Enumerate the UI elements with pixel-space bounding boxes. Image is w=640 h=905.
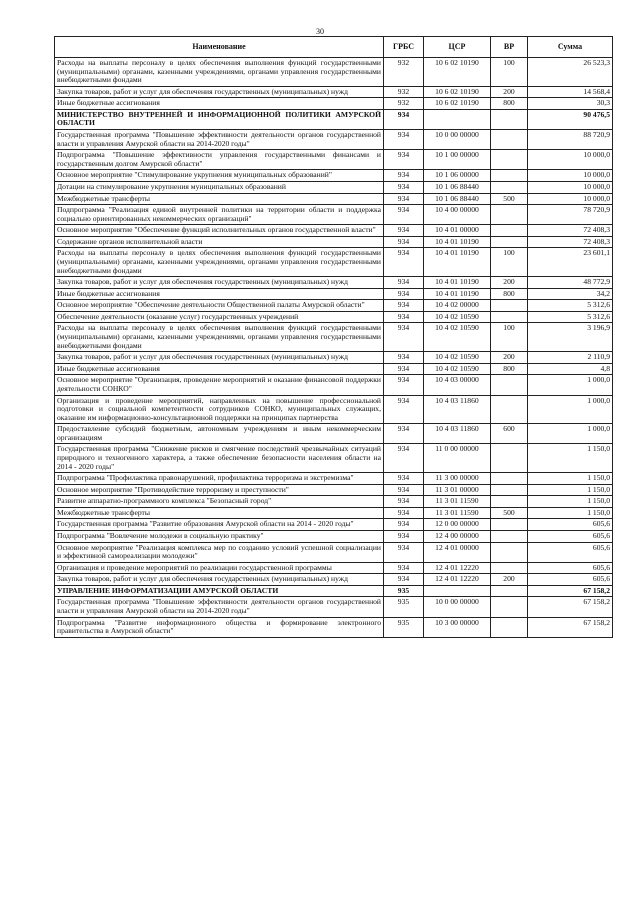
table-row (55, 444, 613, 473)
sum-cell: 605,6 (528, 519, 613, 531)
table-row (55, 507, 613, 519)
name-cell: Расходы на выплаты персоналу в целях обеспечения выполнения функций государственными (муниципальными) органами, казенными учреждениями, органами управления государственными внебюджетными фондами (55, 323, 384, 352)
name-cell: Основное мероприятие "Реализация комплекса мер по созданию условий успешной социализации и эффективной самореализации молодежи" (55, 542, 384, 562)
grbs-cell: 934 (384, 574, 424, 586)
table-row (55, 574, 613, 586)
sum-cell: 1 150,0 (528, 444, 613, 473)
csr-cell: 10 4 02 10590 (424, 363, 491, 375)
csr-cell: 10 4 01 10190 (424, 236, 491, 248)
name-cell: Государственная программа "Повышение эффективности деятельности органов государственной власти и управления Амурской области на 2014-2020 годы" (55, 597, 384, 617)
sum-cell: 605,6 (528, 562, 613, 574)
vr-cell: 500 (491, 193, 528, 205)
sum-cell: 1 000,0 (528, 424, 613, 444)
name-cell: Межбюджетные трансферты (55, 507, 384, 519)
vr-cell (491, 311, 528, 323)
sum-cell: 605,6 (528, 574, 613, 586)
vr-cell: 100 (491, 58, 528, 87)
table-row (55, 225, 613, 237)
table-row (55, 86, 613, 98)
csr-cell: 12 4 01 00000 (424, 542, 491, 562)
grbs-cell: 934 (384, 150, 424, 170)
grbs-cell: 932 (384, 58, 424, 87)
header-grbs: ГРБС (384, 37, 424, 58)
name-cell: Обеспечение деятельности (оказание услуг) государственных учреждений (55, 311, 384, 323)
budget-table (54, 36, 613, 638)
table-row (55, 531, 613, 543)
vr-cell (491, 375, 528, 395)
vr-cell (491, 170, 528, 182)
page-number: 30 (316, 27, 324, 36)
csr-cell: 12 4 00 00000 (424, 531, 491, 543)
grbs-cell: 934 (384, 225, 424, 237)
sum-cell: 605,6 (528, 542, 613, 562)
name-cell: Государственная программа "Снижение рисков и смягчение последствий чрезвычайных ситуаций природного и техногенного характера, а также обеспечение безопасности населения области на 2014 - 2020 годы" (55, 444, 384, 473)
csr-cell: 12 4 01 12220 (424, 562, 491, 574)
name-cell: Иные бюджетные ассигнования (55, 98, 384, 110)
csr-cell: 10 1 06 88440 (424, 181, 491, 193)
grbs-cell: 934 (384, 375, 424, 395)
grbs-cell: 934 (384, 205, 424, 225)
vr-cell (491, 585, 528, 597)
grbs-cell: 934 (384, 236, 424, 248)
csr-cell: 11 3 00 00000 (424, 473, 491, 485)
name-cell: Закупка товаров, работ и услуг для обеспечения государственных (муниципальных) нужд (55, 352, 384, 364)
name-cell: Организация и проведение мероприятий по реализации государственной программы (55, 562, 384, 574)
name-cell: Подпрограмма "Повышение эффективности управления государственными финансами и государственным долгом Амурской области" (55, 150, 384, 170)
csr-cell: 10 4 01 10190 (424, 248, 491, 277)
name-cell: Дотации на стимулирование укрупнения муниципальных образований (55, 181, 384, 193)
table-row (55, 473, 613, 485)
name-cell: Развитие аппаратно-программного комплекса "Безопасный город" (55, 496, 384, 508)
grbs-cell: 934 (384, 181, 424, 193)
grbs-cell: 934 (384, 311, 424, 323)
name-cell: Содержание органов исполнительной власти (55, 236, 384, 248)
name-cell: Основное мероприятие "Организация, проведение мероприятий и оказание финансовой поддержки деятельности СОНКО" (55, 375, 384, 395)
csr-cell: 10 4 00 00000 (424, 205, 491, 225)
vr-cell (491, 150, 528, 170)
sum-cell: 23 601,1 (528, 248, 613, 277)
csr-cell: 10 6 02 10190 (424, 98, 491, 110)
table-row (55, 424, 613, 444)
vr-cell: 800 (491, 98, 528, 110)
table-row (55, 363, 613, 375)
sum-cell: 1 150,0 (528, 473, 613, 485)
vr-cell (491, 617, 528, 637)
grbs-cell: 935 (384, 617, 424, 637)
csr-cell: 10 4 02 10590 (424, 311, 491, 323)
grbs-cell: 934 (384, 519, 424, 531)
name-cell: Иные бюджетные ассигнования (55, 288, 384, 300)
vr-cell: 800 (491, 288, 528, 300)
sum-cell: 72 408,3 (528, 225, 613, 237)
vr-cell (491, 395, 528, 424)
sum-cell: 10 000,0 (528, 170, 613, 182)
table-row (55, 288, 613, 300)
name-cell: Иные бюджетные ассигнования (55, 363, 384, 375)
csr-cell: 11 0 00 00000 (424, 444, 491, 473)
grbs-cell: 934 (384, 542, 424, 562)
name-cell: Основное мероприятие "Стимулирование укрупнения муниципальных образований" (55, 170, 384, 182)
name-cell: Расходы на выплаты персоналу в целях обеспечения выполнения функций государственными (муниципальными) органами, казенными учреждениями, органами управления государственными внебюджетными фондами (55, 58, 384, 87)
grbs-cell: 934 (384, 288, 424, 300)
vr-cell (491, 205, 528, 225)
table-row (55, 130, 613, 150)
vr-cell: 800 (491, 363, 528, 375)
name-cell: Закупка товаров, работ и услуг для обеспечения государственных (муниципальных) нужд (55, 86, 384, 98)
grbs-cell: 935 (384, 585, 424, 597)
sum-cell: 5 312,6 (528, 311, 613, 323)
csr-cell: 10 6 02 10190 (424, 86, 491, 98)
grbs-cell: 934 (384, 363, 424, 375)
grbs-cell: 934 (384, 130, 424, 150)
sum-cell: 1 000,0 (528, 375, 613, 395)
grbs-cell: 934 (384, 496, 424, 508)
vr-cell (491, 300, 528, 312)
sum-cell: 1 150,0 (528, 484, 613, 496)
name-cell: Подпрограмма "Реализация единой внутренней политики на территории области и поддержка социально ориентированных некоммерческих организаций" (55, 205, 384, 225)
sum-cell: 90 476,5 (528, 109, 613, 129)
table-row (55, 585, 613, 597)
grbs-cell: 934 (384, 444, 424, 473)
csr-cell: 10 4 03 11860 (424, 395, 491, 424)
header-sum: Сумма (528, 37, 613, 58)
name-cell: УПРАВЛЕНИЕ ИНФОРМАТИЗАЦИИ АМУРСКОЙ ОБЛАСТИ (55, 585, 384, 597)
grbs-cell: 934 (384, 395, 424, 424)
name-cell: Основное мероприятие "Обеспечение деятельности Общественной палаты Амурской области" (55, 300, 384, 312)
grbs-cell: 932 (384, 98, 424, 110)
sum-cell: 78 720,9 (528, 205, 613, 225)
header-vr: ВР (491, 37, 528, 58)
grbs-cell: 934 (384, 248, 424, 277)
sum-cell: 10 000,0 (528, 193, 613, 205)
csr-cell: 10 0 00 00000 (424, 597, 491, 617)
csr-cell: 10 4 01 00000 (424, 225, 491, 237)
name-cell: Основное мероприятие "Противодействие терроризму и преступности" (55, 484, 384, 496)
table-body (55, 58, 613, 638)
csr-cell: 10 6 02 10190 (424, 58, 491, 87)
name-cell: Расходы на выплаты персоналу в целях обеспечения выполнения функций государственными (муниципальными) органами, казенными учреждениями, органами управления государственными внебюджетными фондами (55, 248, 384, 277)
csr-cell: 10 1 06 88440 (424, 193, 491, 205)
table-row (55, 277, 613, 289)
table-row (55, 496, 613, 508)
csr-cell: 12 0 00 00000 (424, 519, 491, 531)
vr-cell (491, 473, 528, 485)
table-row (55, 181, 613, 193)
name-cell: Основное мероприятие "Обеспечение функций исполнительных органов государственной власти" (55, 225, 384, 237)
table-row (55, 236, 613, 248)
table-row (55, 395, 613, 424)
sum-cell: 72 408,3 (528, 236, 613, 248)
csr-cell: 10 4 02 10590 (424, 323, 491, 352)
grbs-cell: 934 (384, 562, 424, 574)
table-row (55, 205, 613, 225)
table-row (55, 562, 613, 574)
vr-cell: 200 (491, 352, 528, 364)
sum-cell: 5 312,6 (528, 300, 613, 312)
grbs-cell: 934 (384, 352, 424, 364)
sum-cell: 1 150,0 (528, 496, 613, 508)
table-row (55, 352, 613, 364)
name-cell: Государственная программа "Повышение эффективности деятельности органов государственной власти и управления Амурской области на 2014-2020 годы" (55, 130, 384, 150)
vr-cell (491, 130, 528, 150)
csr-cell: 11 3 01 11590 (424, 507, 491, 519)
sum-cell: 10 000,0 (528, 150, 613, 170)
csr-cell: 10 0 00 00000 (424, 130, 491, 150)
vr-cell (491, 444, 528, 473)
csr-cell: 11 3 01 00000 (424, 484, 491, 496)
sum-cell: 1 150,0 (528, 507, 613, 519)
vr-cell: 100 (491, 248, 528, 277)
table-row (55, 519, 613, 531)
table-row (55, 323, 613, 352)
csr-cell: 10 4 02 00000 (424, 300, 491, 312)
vr-cell: 200 (491, 277, 528, 289)
vr-cell (491, 484, 528, 496)
name-cell: Межбюджетные трансферты (55, 193, 384, 205)
header-csr: ЦСР (424, 37, 491, 58)
vr-cell (491, 236, 528, 248)
sum-cell: 14 568,4 (528, 86, 613, 98)
vr-cell (491, 531, 528, 543)
table-row (55, 109, 613, 129)
name-cell: Подпрограмма "Вовлечение молодежи в социальную практику" (55, 531, 384, 543)
csr-cell: 10 4 03 00000 (424, 375, 491, 395)
name-cell: Организация и проведение мероприятий, направленных на повышение профессиональной подготовки и социальной компетентности сотрудников СОНКО, муниципальных служащих, оказание им информационно-консультационной поддержки на принципах партнерства (55, 395, 384, 424)
vr-cell (491, 542, 528, 562)
grbs-cell: 934 (384, 277, 424, 289)
sum-cell: 4,8 (528, 363, 613, 375)
csr-cell: 10 4 03 11860 (424, 424, 491, 444)
vr-cell: 500 (491, 507, 528, 519)
grbs-cell: 934 (384, 323, 424, 352)
vr-cell: 100 (491, 323, 528, 352)
table-row (55, 542, 613, 562)
csr-cell: 12 4 01 12220 (424, 574, 491, 586)
vr-cell (491, 597, 528, 617)
table-row (55, 617, 613, 637)
table-header-row (55, 37, 613, 58)
csr-cell (424, 585, 491, 597)
vr-cell: 600 (491, 424, 528, 444)
grbs-cell: 934 (384, 424, 424, 444)
sum-cell: 67 158,2 (528, 585, 613, 597)
grbs-cell: 934 (384, 170, 424, 182)
table-row (55, 300, 613, 312)
grbs-cell: 934 (384, 109, 424, 129)
table-row (55, 311, 613, 323)
table-row (55, 170, 613, 182)
table-row (55, 193, 613, 205)
table-row (55, 597, 613, 617)
vr-cell (491, 519, 528, 531)
sum-cell: 88 720,9 (528, 130, 613, 150)
grbs-cell: 934 (384, 473, 424, 485)
csr-cell (424, 109, 491, 129)
name-cell: Государственная программа "Развитие образования Амурской области на 2014 - 2020 годы" (55, 519, 384, 531)
sum-cell: 34,2 (528, 288, 613, 300)
table-row (55, 375, 613, 395)
csr-cell: 10 4 01 10190 (424, 288, 491, 300)
sum-cell: 1 000,0 (528, 395, 613, 424)
vr-cell (491, 562, 528, 574)
sum-cell: 67 158,2 (528, 597, 613, 617)
csr-cell: 10 3 00 00000 (424, 617, 491, 637)
table-row (55, 98, 613, 110)
csr-cell: 11 3 01 11590 (424, 496, 491, 508)
grbs-cell: 934 (384, 484, 424, 496)
name-cell: Подпрограмма "Развитие информационного общества и формирование электронного правительства в Амурской области" (55, 617, 384, 637)
grbs-cell: 934 (384, 300, 424, 312)
grbs-cell: 932 (384, 86, 424, 98)
grbs-cell: 934 (384, 531, 424, 543)
sum-cell: 605,6 (528, 531, 613, 543)
vr-cell: 200 (491, 574, 528, 586)
grbs-cell: 935 (384, 597, 424, 617)
vr-cell (491, 109, 528, 129)
vr-cell (491, 225, 528, 237)
vr-cell: 200 (491, 86, 528, 98)
csr-cell: 10 4 02 10590 (424, 352, 491, 364)
sum-cell: 10 000,0 (528, 181, 613, 193)
table-row (55, 248, 613, 277)
sum-cell: 26 523,3 (528, 58, 613, 87)
table-row (55, 484, 613, 496)
sum-cell: 3 196,9 (528, 323, 613, 352)
table-row (55, 58, 613, 87)
vr-cell (491, 496, 528, 508)
name-cell: Подпрограмма "Профилактика правонарушений, профилактика терроризма и экстремизма" (55, 473, 384, 485)
name-cell: Закупка товаров, работ и услуг для обеспечения государственных (муниципальных) нужд (55, 574, 384, 586)
vr-cell (491, 181, 528, 193)
sum-cell: 2 110,9 (528, 352, 613, 364)
header-name: Наименование (55, 37, 384, 58)
sum-cell: 48 772,9 (528, 277, 613, 289)
csr-cell: 10 1 00 00000 (424, 150, 491, 170)
table-row (55, 150, 613, 170)
name-cell: Предоставление субсидий бюджетным, автономным учреждениям и иным некоммерческим организациям (55, 424, 384, 444)
name-cell: Закупка товаров, работ и услуг для обеспечения государственных (муниципальных) нужд (55, 277, 384, 289)
sum-cell: 67 158,2 (528, 617, 613, 637)
grbs-cell: 934 (384, 507, 424, 519)
grbs-cell: 934 (384, 193, 424, 205)
sum-cell: 30,3 (528, 98, 613, 110)
csr-cell: 10 1 06 00000 (424, 170, 491, 182)
csr-cell: 10 4 01 10190 (424, 277, 491, 289)
name-cell: МИНИСТЕРСТВО ВНУТРЕННЕЙ И ИНФОРМАЦИОННОЙ ПОЛИТИКИ АМУРСКОЙ ОБЛАСТИ (55, 109, 384, 129)
